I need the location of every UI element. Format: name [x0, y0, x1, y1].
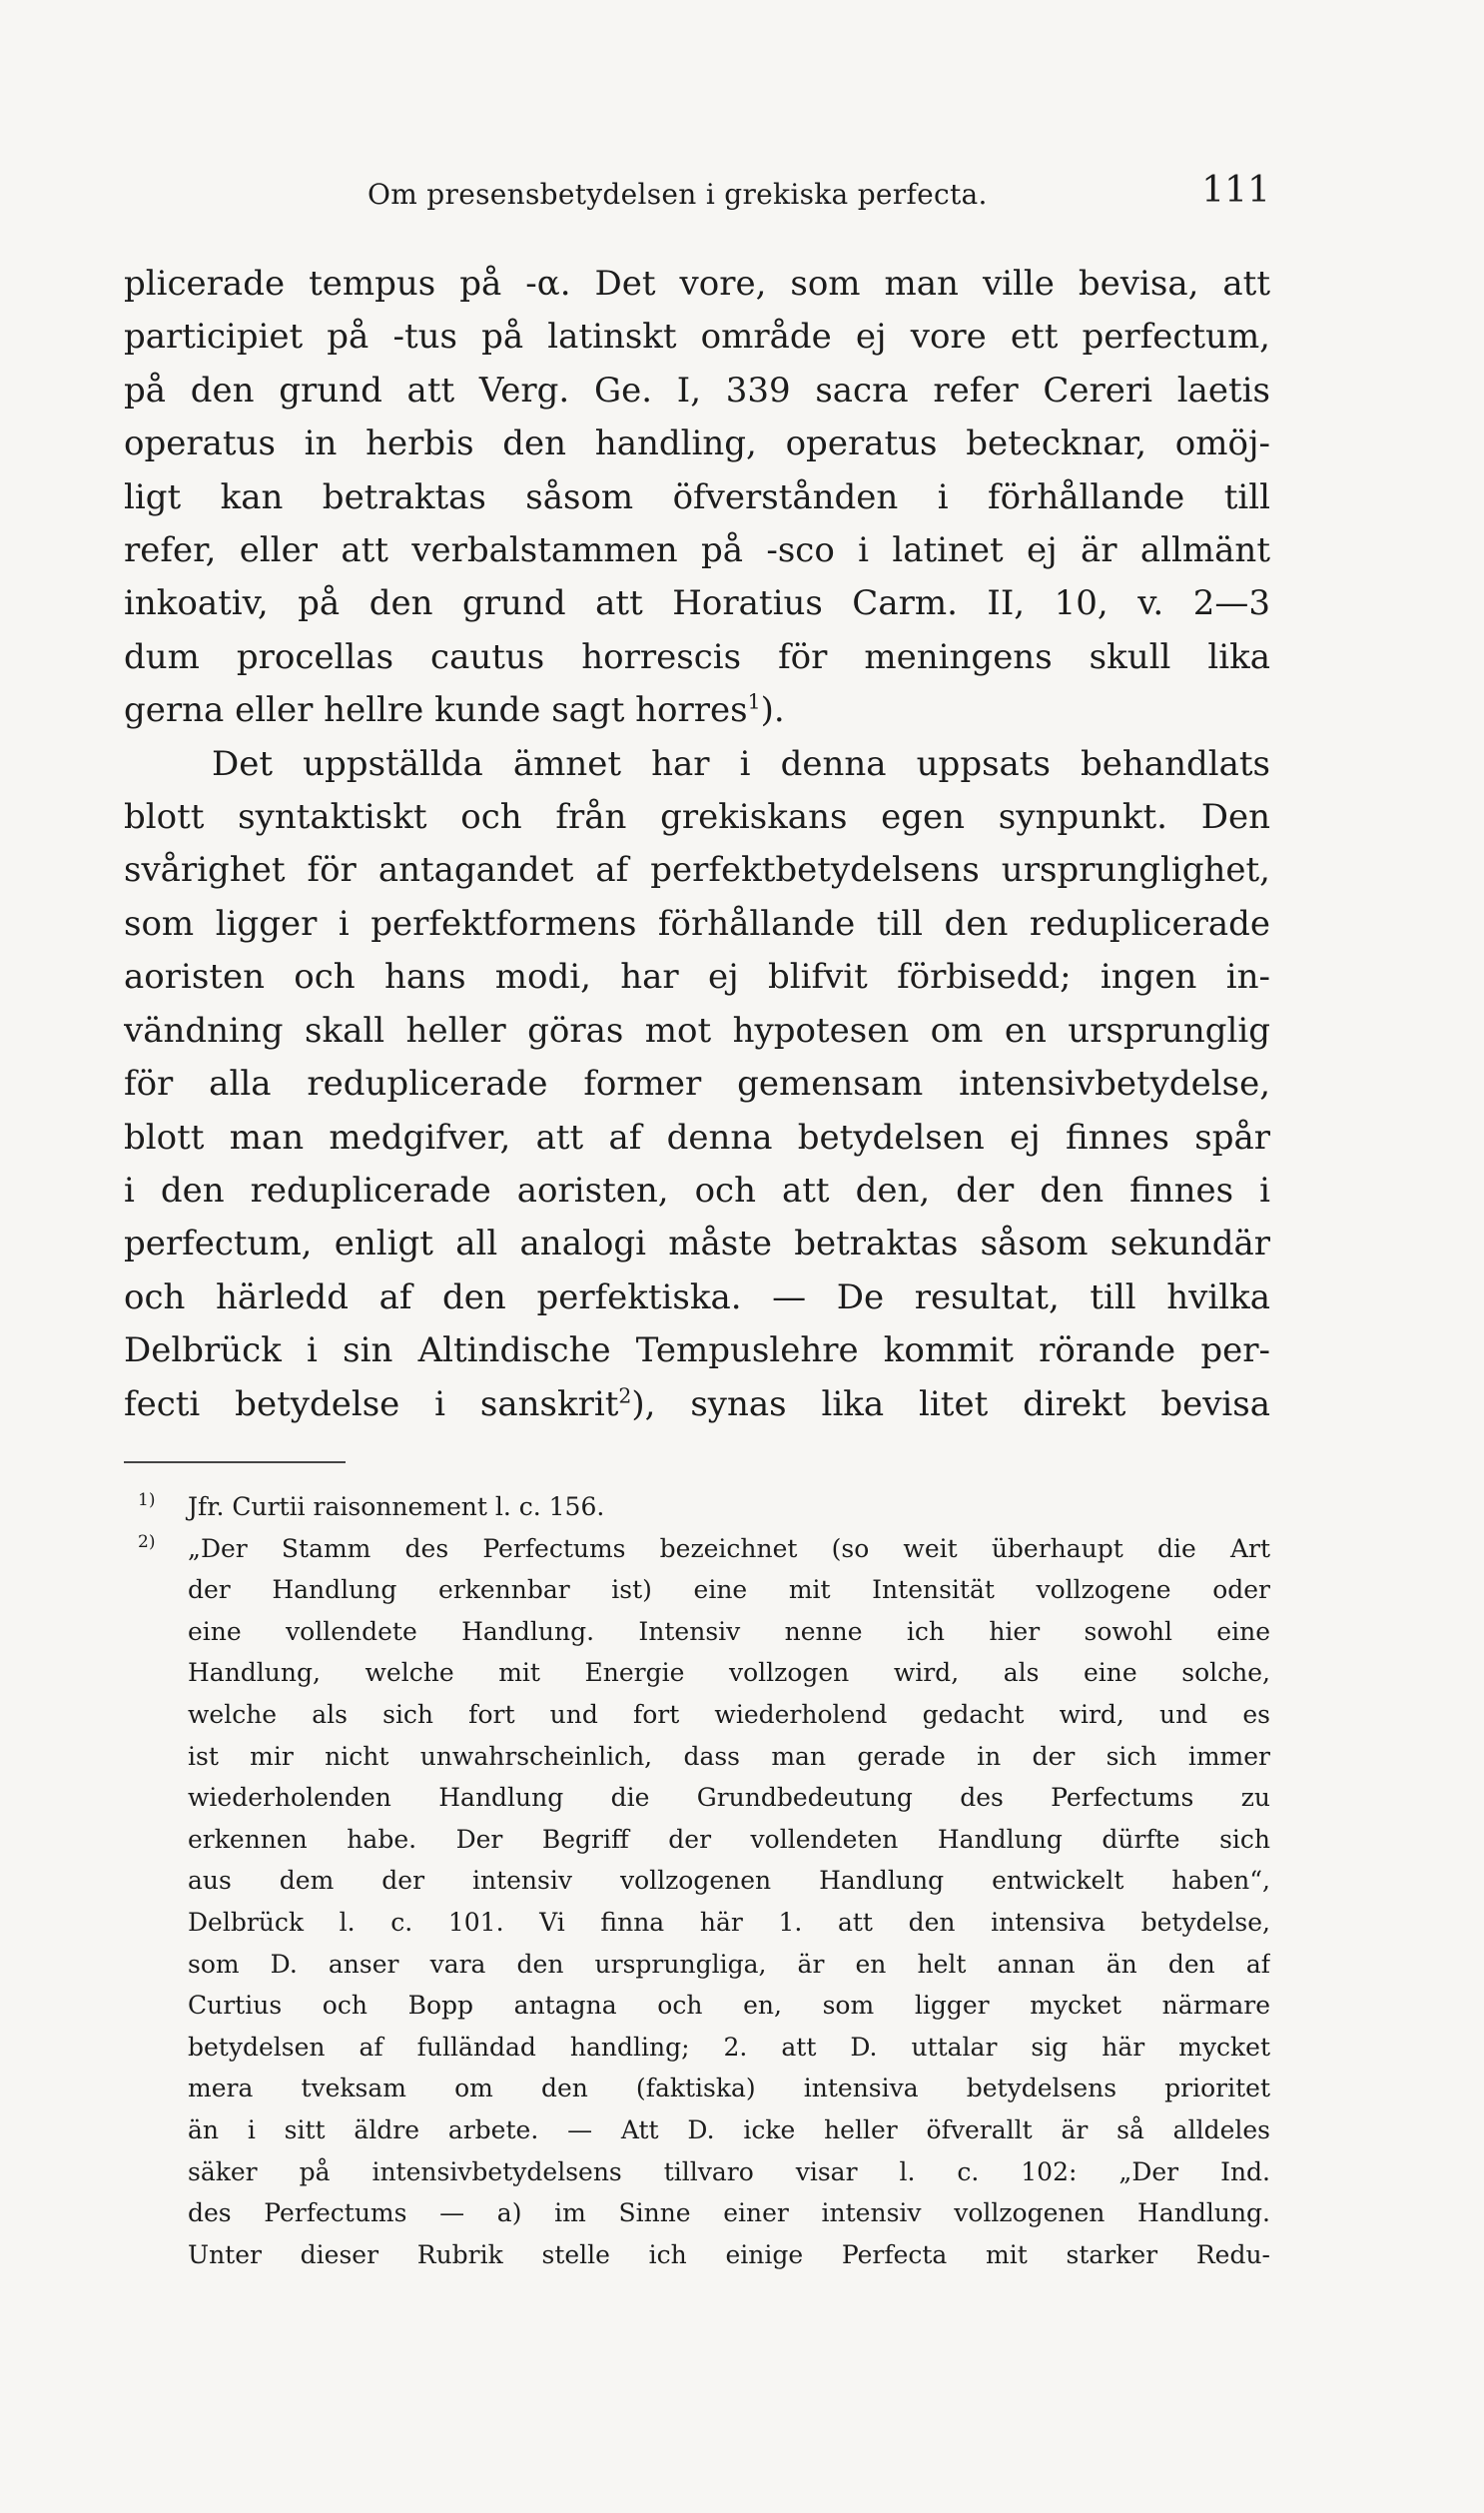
text-line — [124, 1218, 1270, 1270]
footnote-line: Handlung, welche mit Energie vollzogen wird, als eine solche, — [188, 1658, 1270, 1688]
text-segment: refer, eller att verbalstammen på -sco i latinet ej är allmänt — [124, 530, 1270, 571]
text-segment: plicerade tempus på -α. Det vore, som man ville bevisa, att — [124, 264, 1270, 304]
text-segment: Det uppställda ämnet har i denna uppsats behandlats — [212, 743, 1270, 784]
main-text — [124, 258, 1270, 1431]
text-segment: fecti betydelse i sanskrit — [124, 1383, 619, 1424]
footnote-line: welche als sich fort und fort wiederholend gedacht wird, und es — [188, 1699, 1270, 1729]
footnote-reference-2[interactable]: 2 — [618, 1383, 632, 1408]
footnote-2 — [124, 1528, 1270, 1570]
footnote-line: betydelsen af fulländad handling; 2. att D. uttalar sig här mycket — [188, 2032, 1270, 2062]
text-line — [124, 791, 1270, 844]
text-segment: blott syntaktiskt och från grekiskans egen synpunkt. Den — [124, 797, 1270, 838]
text-line — [124, 631, 1270, 684]
footnote-line: der Handlung erkennbar ist) eine mit Intensität vollzogene oder — [188, 1575, 1270, 1605]
text-line — [124, 258, 1270, 311]
text-line — [124, 1271, 1270, 1324]
text-line — [124, 1058, 1270, 1111]
text-line — [124, 898, 1270, 951]
footnote-line: ist mir nicht unwahrscheinlich, dass man gerade in der sich immer — [188, 1741, 1270, 1771]
text-segment: i den reduplicerade aoristen, och att den, der den finnes i — [124, 1170, 1270, 1211]
footnote-line: aus dem der intensiv vollzogenen Handlung entwickelt haben“, — [188, 1866, 1270, 1896]
text-line — [124, 1112, 1270, 1165]
text-segment: som ligger i perfektformens förhållande till den reduplicerade — [124, 903, 1270, 944]
text-line — [124, 1378, 1270, 1431]
text-line: gerna eller hellre kunde sagt horres$^1$). — [124, 689, 785, 731]
footnote-line: Curtius och Bopp antagna och en, som ligger mycket närmare — [188, 1991, 1270, 2021]
text-segment: på den grund att Verg. Ge. I, 339 sacra refer Cereri laetis — [124, 370, 1270, 411]
footnote-text: „Der Stamm des Perfectums bezeichnet (so weit überhaupt die Art — [188, 1533, 1270, 1563]
footnote-line: som D. anser vara den ursprungliga, är en helt annan än den af — [188, 1949, 1270, 1979]
text-segment: inkoativ, på den grund att Horatius Carm. II, 10, v. 2—3 — [124, 583, 1270, 624]
text-segment: ), synas lika litet direkt bevisa — [631, 1383, 1270, 1424]
text-segment: gerna eller hellre kunde sagt horres — [124, 690, 748, 731]
footnote-line: än i sitt äldre arbete. — Att D. icke heller öfverallt är så alldeles — [188, 2114, 1270, 2144]
footnote-marker: 1) — [138, 1490, 156, 1510]
text-segment: vändning skall heller göras mot hypotesen om en ursprunglig — [124, 1010, 1270, 1051]
text-line — [124, 311, 1270, 364]
running-title: Om presensbetydelsen i grekiska perfecta. — [368, 178, 988, 211]
footnote-text: Jfr. Curtii raisonnement l. c. 156. — [188, 1492, 605, 1521]
text-segment: Delbrück i sin Altindische Tempuslehre kommit rörande per- — [124, 1330, 1270, 1371]
text-line — [124, 951, 1270, 1004]
page-number: 111 — [1201, 170, 1270, 211]
text-segment: ligt kan betraktas såsom öfverstånden i förhållande till — [124, 476, 1270, 517]
text-segment: för alla reduplicerade former gemensam intensivbetydelse, — [124, 1064, 1270, 1105]
footnote-line: eine vollendete Handlung. Intensiv nenne ich hier sowohl eine — [188, 1616, 1270, 1646]
text-line — [124, 524, 1270, 577]
page-header — [124, 170, 1270, 230]
footnote-line: wiederholenden Handlung die Grundbedeutung des Perfectums zu — [188, 1783, 1270, 1813]
footnote-line: Unter dieser Rubrik stelle ich einige Perfecta mit starker Redu- — [188, 2239, 1270, 2269]
text-line — [124, 471, 1270, 524]
text-segment: dum procellas cautus horrescis för meningens skull lika — [124, 636, 1270, 677]
footnote-reference-1[interactable]: 1 — [747, 689, 761, 714]
text-segment: participiet på -tus på latinskt område ej vore ett perfectum, — [124, 317, 1270, 358]
text-line — [124, 844, 1270, 897]
text-line — [124, 1324, 1270, 1377]
text-line — [124, 1005, 1270, 1058]
text-segment: svårighet för antagandet af perfektbetydelsens ursprunglighet, — [124, 850, 1270, 891]
footnote-line: Delbrück l. c. 101. Vi finna här 1. att den intensiva betydelse, — [188, 1907, 1270, 1937]
text-segment: blott man medgifver, att af denna betydelsen ej finnes spår — [124, 1117, 1270, 1158]
text-segment: och härledd af den perfektiska. — De resultat, till hvilka — [124, 1276, 1270, 1317]
footnote-rule — [124, 1461, 346, 1463]
text-line — [124, 365, 1270, 418]
text-line — [124, 577, 1270, 630]
footnote-line: erkennen habe. Der Begriff der vollendeten Handlung dürfte sich — [188, 1824, 1270, 1854]
text-segment: operatus in herbis den handling, operatus betecknar, omöj- — [124, 423, 1270, 464]
footnote-1 — [124, 1486, 1270, 1528]
text-line — [124, 418, 1270, 470]
footnotes — [124, 1486, 1270, 2275]
footnote-line: mera tveksam om den (faktiska) intensiva betydelsens prioritet — [188, 2074, 1270, 2103]
footnote-line: säker på intensivbetydelsens tillvaro visar l. c. 102: „Der Ind. — [188, 2156, 1270, 2186]
footnote-line: des Perfectums — a) im Sinne einer intensiv vollzogenen Handlung. — [188, 2198, 1270, 2228]
text-segment: perfectum, enligt all analogi måste betraktas såsom sekundär — [124, 1224, 1270, 1264]
text-line — [124, 738, 1270, 791]
text-segment: aoristen och hans modi, har ej blifvit förbisedd; ingen in- — [124, 957, 1270, 998]
text-line — [124, 1165, 1270, 1218]
footnote-marker: 2) — [138, 1531, 156, 1552]
